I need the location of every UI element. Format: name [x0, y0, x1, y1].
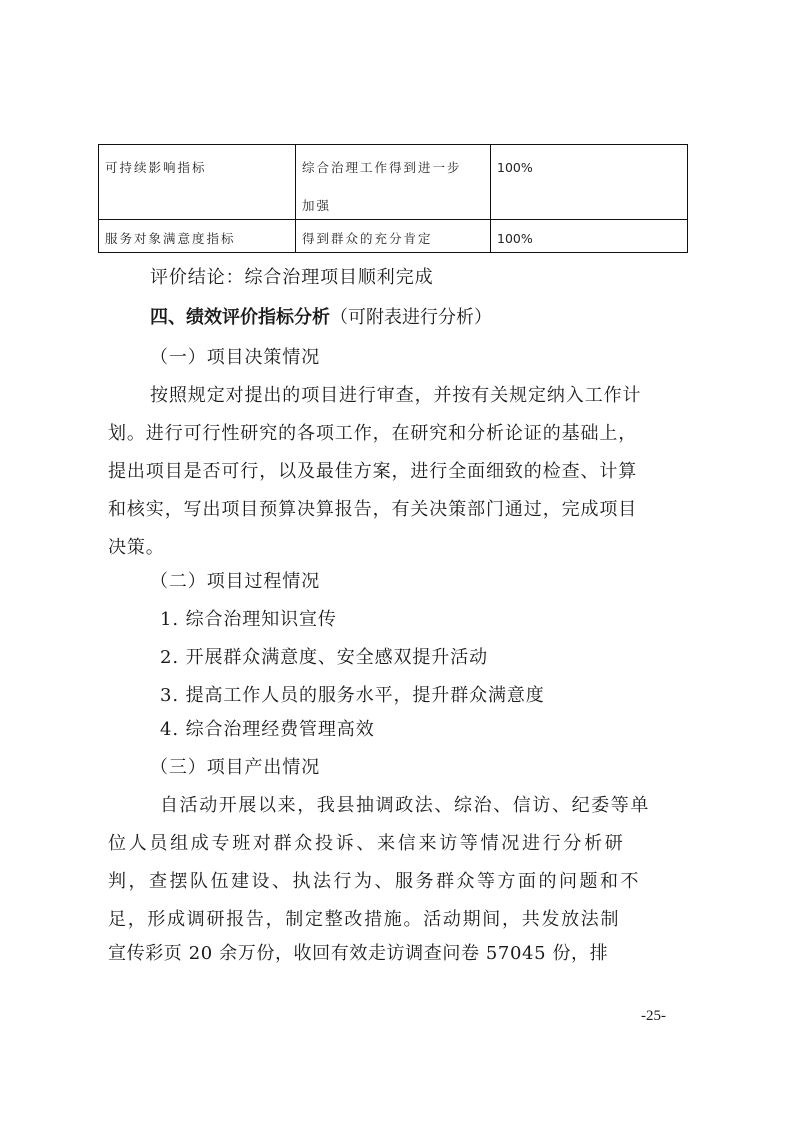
indicator-cell [99, 220, 296, 253]
paragraph-line: 足，形成调研报告，制定整改措施。活动期间，共发放法制 [108, 909, 621, 930]
paragraph-line: 决策。 [108, 537, 165, 558]
subsection-title: （一）项目决策情况 [150, 347, 321, 368]
content-text: 综合治理工作得到进一步 [302, 160, 462, 175]
value-cell [491, 220, 688, 253]
list-item: 1. 综合治理知识宣传 [160, 609, 337, 630]
paragraph-line: 提出项目是否可行，以及最佳方案，进行全面细致的检查、计算 [108, 461, 638, 482]
table-row [99, 145, 688, 220]
paragraph-line: 按照规定对提出的项目进行审查，并按有关规定纳入工作计 [150, 385, 642, 406]
list-item: 2. 开展群众满意度、安全感双提升活动 [160, 647, 488, 668]
paragraph-line: 和核实，写出项目预算决算报告，有关决策部门通过，完成项目 [108, 499, 638, 520]
content-text-continued: 加强 [302, 198, 332, 213]
paragraph-line: 划。进行可行性研究的各项工作，在研究和分析论证的基础上， [108, 423, 638, 444]
page-number: -25- [641, 1008, 666, 1024]
paragraph-line: 判，查摆队伍建设、执法行为、服务群众等方面的问题和不 [108, 871, 641, 892]
value-cell [491, 145, 688, 220]
table-row [99, 220, 688, 253]
paragraph-line: 宣传彩页 20 余万份，收回有效走访调查问卷 57045 份，排 [108, 943, 609, 964]
content-cell [296, 220, 491, 253]
section-heading [150, 305, 492, 331]
content-text: 得到群众的充分肯定 [302, 231, 433, 246]
paragraph-line: 位人员组成专班对群众投诉、来信来访等情况进行分析研 [108, 833, 626, 854]
performance-metrics-table [98, 144, 688, 253]
indicator-name: 可持续影响指标 [105, 160, 207, 175]
paragraph-line: 自活动开展以来，我县抽调政法、综治、信访、纪委等单 [160, 795, 650, 816]
list-item: 4. 综合治理经费管理高效 [160, 719, 375, 740]
indicator-value: 100% [497, 160, 533, 175]
content-cell [296, 145, 491, 220]
indicator-cell [99, 145, 296, 220]
evaluation-conclusion: 评价结论：综合治理项目顺利完成 [150, 267, 434, 288]
indicator-value: 100% [497, 231, 533, 246]
subsection-title: （二）项目过程情况 [150, 571, 321, 592]
subsection-title: （三）项目产出情况 [150, 757, 321, 778]
list-item: 3. 提高工作人员的服务水平，提升群众满意度 [160, 685, 545, 706]
indicator-name: 服务对象满意度指标 [105, 231, 236, 246]
section-title: 四、绩效评价指标分析 [150, 307, 330, 328]
section-note: （可附表进行分析） [330, 307, 492, 328]
